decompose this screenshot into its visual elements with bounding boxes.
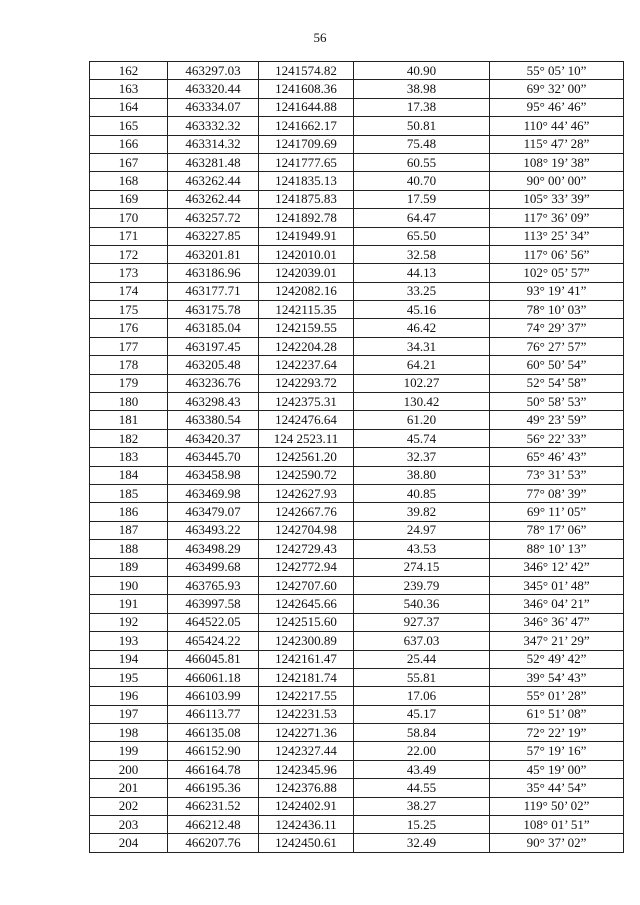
coordinates-table	[89, 61, 624, 853]
distance-cell: 24.97	[354, 521, 490, 539]
y-coordinate-cell: 1242707.60	[259, 576, 354, 594]
table-row	[90, 466, 624, 484]
bearing-cell: 72° 22’ 19”	[490, 724, 624, 742]
table-row	[90, 576, 624, 594]
distance-cell: 50.81	[354, 117, 490, 135]
bearing-cell: 69° 11’ 05”	[490, 503, 624, 521]
point-number-cell: 177	[90, 337, 168, 355]
y-coordinate-cell: 1242345.96	[259, 760, 354, 778]
table-row	[90, 760, 624, 778]
point-number-cell: 203	[90, 816, 168, 834]
point-number-cell: 169	[90, 190, 168, 208]
point-number-cell: 196	[90, 687, 168, 705]
table-row	[90, 209, 624, 227]
table-row	[90, 558, 624, 576]
x-coordinate-cell: 463458.98	[168, 466, 259, 484]
distance-cell: 102.27	[354, 374, 490, 392]
point-number-cell: 204	[90, 834, 168, 852]
x-coordinate-cell: 466231.52	[168, 797, 259, 815]
point-number-cell: 164	[90, 98, 168, 116]
y-coordinate-cell: 1241644.88	[259, 98, 354, 116]
table-row	[90, 153, 624, 171]
bearing-cell: 117° 06’ 56”	[490, 245, 624, 263]
table-row	[90, 484, 624, 502]
table-row	[90, 742, 624, 760]
point-number-cell: 188	[90, 540, 168, 558]
y-coordinate-cell: 1242181.74	[259, 668, 354, 686]
bearing-cell: 347° 21’ 29”	[490, 632, 624, 650]
point-number-cell: 182	[90, 429, 168, 447]
bearing-cell: 108° 01’ 51”	[490, 816, 624, 834]
bearing-cell: 35° 44’ 54”	[490, 779, 624, 797]
y-coordinate-cell: 1242159.55	[259, 319, 354, 337]
table-row	[90, 705, 624, 723]
point-number-cell: 199	[90, 742, 168, 760]
point-number-cell: 197	[90, 705, 168, 723]
bearing-cell: 115° 47’ 28”	[490, 135, 624, 153]
bearing-cell: 60° 50’ 54”	[490, 356, 624, 374]
x-coordinate-cell: 463380.54	[168, 411, 259, 429]
table-row	[90, 227, 624, 245]
distance-cell: 274.15	[354, 558, 490, 576]
x-coordinate-cell: 463201.81	[168, 245, 259, 263]
distance-cell: 25.44	[354, 650, 490, 668]
y-coordinate-cell: 1242293.72	[259, 374, 354, 392]
x-coordinate-cell: 463498.29	[168, 540, 259, 558]
distance-cell: 40.85	[354, 484, 490, 502]
distance-cell: 38.98	[354, 80, 490, 98]
table-row	[90, 429, 624, 447]
distance-cell: 43.49	[354, 760, 490, 778]
table-row	[90, 411, 624, 429]
x-coordinate-cell: 464522.05	[168, 613, 259, 631]
table-row	[90, 117, 624, 135]
table-row	[90, 632, 624, 650]
bearing-cell: 102° 05’ 57”	[490, 264, 624, 282]
x-coordinate-cell: 466113.77	[168, 705, 259, 723]
distance-cell: 46.42	[354, 319, 490, 337]
bearing-cell: 346° 12’ 42”	[490, 558, 624, 576]
distance-cell: 55.81	[354, 668, 490, 686]
x-coordinate-cell: 463445.70	[168, 448, 259, 466]
distance-cell: 64.21	[354, 356, 490, 374]
y-coordinate-cell: 1241574.82	[259, 62, 354, 80]
table-row	[90, 282, 624, 300]
x-coordinate-cell: 463479.07	[168, 503, 259, 521]
distance-cell: 15.25	[354, 816, 490, 834]
x-coordinate-cell: 463227.85	[168, 227, 259, 245]
bearing-cell: 73° 31’ 53”	[490, 466, 624, 484]
table-row	[90, 393, 624, 411]
distance-cell: 65.50	[354, 227, 490, 245]
y-coordinate-cell: 1242450.61	[259, 834, 354, 852]
bearing-cell: 95° 46’ 46”	[490, 98, 624, 116]
point-number-cell: 184	[90, 466, 168, 484]
x-coordinate-cell: 466207.76	[168, 834, 259, 852]
distance-cell: 32.37	[354, 448, 490, 466]
table-row	[90, 521, 624, 539]
distance-cell: 130.42	[354, 393, 490, 411]
distance-cell: 40.90	[354, 62, 490, 80]
x-coordinate-cell: 463197.45	[168, 337, 259, 355]
bearing-cell: 49° 23’ 59”	[490, 411, 624, 429]
bearing-cell: 52° 54’ 58”	[490, 374, 624, 392]
y-coordinate-cell: 1242375.31	[259, 393, 354, 411]
bearing-cell: 74° 29’ 37”	[490, 319, 624, 337]
bearing-cell: 78° 10’ 03”	[490, 301, 624, 319]
distance-cell: 33.25	[354, 282, 490, 300]
table-row	[90, 190, 624, 208]
y-coordinate-cell: 1242667.76	[259, 503, 354, 521]
y-coordinate-cell: 1242476.64	[259, 411, 354, 429]
y-coordinate-cell: 1241608.36	[259, 80, 354, 98]
point-number-cell: 183	[90, 448, 168, 466]
x-coordinate-cell: 463499.68	[168, 558, 259, 576]
bearing-cell: 346° 04’ 21”	[490, 595, 624, 613]
x-coordinate-cell: 463257.72	[168, 209, 259, 227]
x-coordinate-cell: 465424.22	[168, 632, 259, 650]
point-number-cell: 191	[90, 595, 168, 613]
table-row	[90, 613, 624, 631]
x-coordinate-cell: 466195.36	[168, 779, 259, 797]
distance-cell: 44.55	[354, 779, 490, 797]
point-number-cell: 171	[90, 227, 168, 245]
distance-cell: 34.31	[354, 337, 490, 355]
x-coordinate-cell: 463281.48	[168, 153, 259, 171]
x-coordinate-cell: 463420.37	[168, 429, 259, 447]
y-coordinate-cell: 1242217.55	[259, 687, 354, 705]
y-coordinate-cell: 1242204.28	[259, 337, 354, 355]
table-row	[90, 319, 624, 337]
table-row	[90, 337, 624, 355]
x-coordinate-cell: 466061.18	[168, 668, 259, 686]
table-row	[90, 301, 624, 319]
y-coordinate-cell: 1242561.20	[259, 448, 354, 466]
table-row	[90, 245, 624, 263]
distance-cell: 40.70	[354, 172, 490, 190]
table-row	[90, 834, 624, 852]
x-coordinate-cell: 463320.44	[168, 80, 259, 98]
point-number-cell: 193	[90, 632, 168, 650]
y-coordinate-cell: 1242161.47	[259, 650, 354, 668]
bearing-cell: 77° 08’ 39”	[490, 484, 624, 502]
table-row	[90, 668, 624, 686]
x-coordinate-cell: 463262.44	[168, 172, 259, 190]
point-number-cell: 165	[90, 117, 168, 135]
table-row	[90, 724, 624, 742]
bearing-cell: 113° 25’ 34”	[490, 227, 624, 245]
distance-cell: 540.36	[354, 595, 490, 613]
distance-cell: 45.17	[354, 705, 490, 723]
bearing-cell: 93° 19’ 41”	[490, 282, 624, 300]
bearing-cell: 57° 19’ 16”	[490, 742, 624, 760]
y-coordinate-cell: 1242010.01	[259, 245, 354, 263]
bearing-cell: 90° 00’ 00”	[490, 172, 624, 190]
table-body	[90, 62, 624, 853]
y-coordinate-cell: 1242772.94	[259, 558, 354, 576]
y-coordinate-cell: 1242590.72	[259, 466, 354, 484]
x-coordinate-cell: 466164.78	[168, 760, 259, 778]
table-row	[90, 356, 624, 374]
point-number-cell: 192	[90, 613, 168, 631]
table-row	[90, 448, 624, 466]
x-coordinate-cell: 466212.48	[168, 816, 259, 834]
point-number-cell: 178	[90, 356, 168, 374]
distance-cell: 44.13	[354, 264, 490, 282]
distance-cell: 38.80	[354, 466, 490, 484]
bearing-cell: 105° 33’ 39”	[490, 190, 624, 208]
bearing-cell: 108° 19’ 38”	[490, 153, 624, 171]
table-row	[90, 687, 624, 705]
bearing-cell: 61° 51’ 08”	[490, 705, 624, 723]
point-number-cell: 168	[90, 172, 168, 190]
point-number-cell: 179	[90, 374, 168, 392]
x-coordinate-cell: 463177.71	[168, 282, 259, 300]
x-coordinate-cell: 463997.58	[168, 595, 259, 613]
table-row	[90, 264, 624, 282]
bearing-cell: 65° 46’ 43”	[490, 448, 624, 466]
distance-cell: 17.59	[354, 190, 490, 208]
page-number: 56	[313, 30, 327, 45]
y-coordinate-cell: 1242729.43	[259, 540, 354, 558]
y-coordinate-cell: 1241709.69	[259, 135, 354, 153]
x-coordinate-cell: 463314.32	[168, 135, 259, 153]
x-coordinate-cell: 463765.93	[168, 576, 259, 594]
table-row	[90, 503, 624, 521]
table-row	[90, 172, 624, 190]
y-coordinate-cell: 1242704.98	[259, 521, 354, 539]
x-coordinate-cell: 463298.43	[168, 393, 259, 411]
bearing-cell: 90° 37’ 02”	[490, 834, 624, 852]
bearing-cell: 78° 17’ 06”	[490, 521, 624, 539]
y-coordinate-cell: 1242115.35	[259, 301, 354, 319]
distance-cell: 239.79	[354, 576, 490, 594]
distance-cell: 32.49	[354, 834, 490, 852]
point-number-cell: 185	[90, 484, 168, 502]
distance-cell: 38.27	[354, 797, 490, 815]
distance-cell: 45.74	[354, 429, 490, 447]
distance-cell: 22.00	[354, 742, 490, 760]
point-number-cell: 186	[90, 503, 168, 521]
x-coordinate-cell: 466135.08	[168, 724, 259, 742]
table-row	[90, 540, 624, 558]
distance-cell: 17.38	[354, 98, 490, 116]
y-coordinate-cell: 1241662.17	[259, 117, 354, 135]
bearing-cell: 69° 32’ 00”	[490, 80, 624, 98]
point-number-cell: 201	[90, 779, 168, 797]
y-coordinate-cell: 1242515.60	[259, 613, 354, 631]
bearing-cell: 56° 22’ 33”	[490, 429, 624, 447]
table-row	[90, 374, 624, 392]
point-number-cell: 181	[90, 411, 168, 429]
point-number-cell: 170	[90, 209, 168, 227]
y-coordinate-cell: 1242376.88	[259, 779, 354, 797]
y-coordinate-cell: 1241835.13	[259, 172, 354, 190]
distance-cell: 45.16	[354, 301, 490, 319]
distance-cell: 39.82	[354, 503, 490, 521]
x-coordinate-cell: 463185.04	[168, 319, 259, 337]
table-row	[90, 816, 624, 834]
distance-cell: 32.58	[354, 245, 490, 263]
point-number-cell: 166	[90, 135, 168, 153]
table-row	[90, 797, 624, 815]
point-number-cell: 187	[90, 521, 168, 539]
bearing-cell: 117° 36’ 09”	[490, 209, 624, 227]
x-coordinate-cell: 463236.76	[168, 374, 259, 392]
point-number-cell: 189	[90, 558, 168, 576]
bearing-cell: 39° 54’ 43”	[490, 668, 624, 686]
table-row	[90, 98, 624, 116]
x-coordinate-cell: 463469.98	[168, 484, 259, 502]
x-coordinate-cell: 463175.78	[168, 301, 259, 319]
point-number-cell: 162	[90, 62, 168, 80]
point-number-cell: 194	[90, 650, 168, 668]
y-coordinate-cell: 1241949.91	[259, 227, 354, 245]
bearing-cell: 88° 10’ 13”	[490, 540, 624, 558]
distance-cell: 927.37	[354, 613, 490, 631]
y-coordinate-cell: 1242627.93	[259, 484, 354, 502]
bearing-cell: 52° 49’ 42”	[490, 650, 624, 668]
y-coordinate-cell: 1242402.91	[259, 797, 354, 815]
y-coordinate-cell: 124 2523.11	[259, 429, 354, 447]
distance-cell: 75.48	[354, 135, 490, 153]
bearing-cell: 76° 27’ 57”	[490, 337, 624, 355]
y-coordinate-cell: 1242231.53	[259, 705, 354, 723]
point-number-cell: 195	[90, 668, 168, 686]
bearing-cell: 345° 01’ 48”	[490, 576, 624, 594]
distance-cell: 58.84	[354, 724, 490, 742]
point-number-cell: 200	[90, 760, 168, 778]
table-row	[90, 135, 624, 153]
point-number-cell: 167	[90, 153, 168, 171]
x-coordinate-cell: 466103.99	[168, 687, 259, 705]
point-number-cell: 202	[90, 797, 168, 815]
distance-cell: 43.53	[354, 540, 490, 558]
y-coordinate-cell: 1242039.01	[259, 264, 354, 282]
table-row	[90, 80, 624, 98]
y-coordinate-cell: 1241892.78	[259, 209, 354, 227]
point-number-cell: 180	[90, 393, 168, 411]
y-coordinate-cell: 1242237.64	[259, 356, 354, 374]
point-number-cell: 190	[90, 576, 168, 594]
distance-cell: 64.47	[354, 209, 490, 227]
x-coordinate-cell: 463186.96	[168, 264, 259, 282]
table-row	[90, 650, 624, 668]
y-coordinate-cell: 1242327.44	[259, 742, 354, 760]
point-number-cell: 172	[90, 245, 168, 263]
y-coordinate-cell: 1241875.83	[259, 190, 354, 208]
table-row	[90, 779, 624, 797]
x-coordinate-cell: 466152.90	[168, 742, 259, 760]
bearing-cell: 119° 50’ 02”	[490, 797, 624, 815]
bearing-cell: 55° 01’ 28”	[490, 687, 624, 705]
y-coordinate-cell: 1242645.66	[259, 595, 354, 613]
bearing-cell: 110° 44’ 46”	[490, 117, 624, 135]
distance-cell: 17.06	[354, 687, 490, 705]
y-coordinate-cell: 1241777.65	[259, 153, 354, 171]
table-row	[90, 62, 624, 80]
x-coordinate-cell: 463205.48	[168, 356, 259, 374]
y-coordinate-cell: 1242271.36	[259, 724, 354, 742]
point-number-cell: 173	[90, 264, 168, 282]
point-number-cell: 198	[90, 724, 168, 742]
y-coordinate-cell: 1242300.89	[259, 632, 354, 650]
point-number-cell: 175	[90, 301, 168, 319]
x-coordinate-cell: 466045.81	[168, 650, 259, 668]
point-number-cell: 176	[90, 319, 168, 337]
x-coordinate-cell: 463262.44	[168, 190, 259, 208]
point-number-cell: 174	[90, 282, 168, 300]
table-row	[90, 595, 624, 613]
x-coordinate-cell: 463334.07	[168, 98, 259, 116]
distance-cell: 637.03	[354, 632, 490, 650]
bearing-cell: 55° 05’ 10”	[490, 62, 624, 80]
y-coordinate-cell: 1242436.11	[259, 816, 354, 834]
x-coordinate-cell: 463332.32	[168, 117, 259, 135]
bearing-cell: 45° 19’ 00”	[490, 760, 624, 778]
bearing-cell: 50° 58’ 53”	[490, 393, 624, 411]
distance-cell: 60.55	[354, 153, 490, 171]
y-coordinate-cell: 1242082.16	[259, 282, 354, 300]
x-coordinate-cell: 463493.22	[168, 521, 259, 539]
bearing-cell: 346° 36’ 47”	[490, 613, 624, 631]
point-number-cell: 163	[90, 80, 168, 98]
distance-cell: 61.20	[354, 411, 490, 429]
x-coordinate-cell: 463297.03	[168, 62, 259, 80]
